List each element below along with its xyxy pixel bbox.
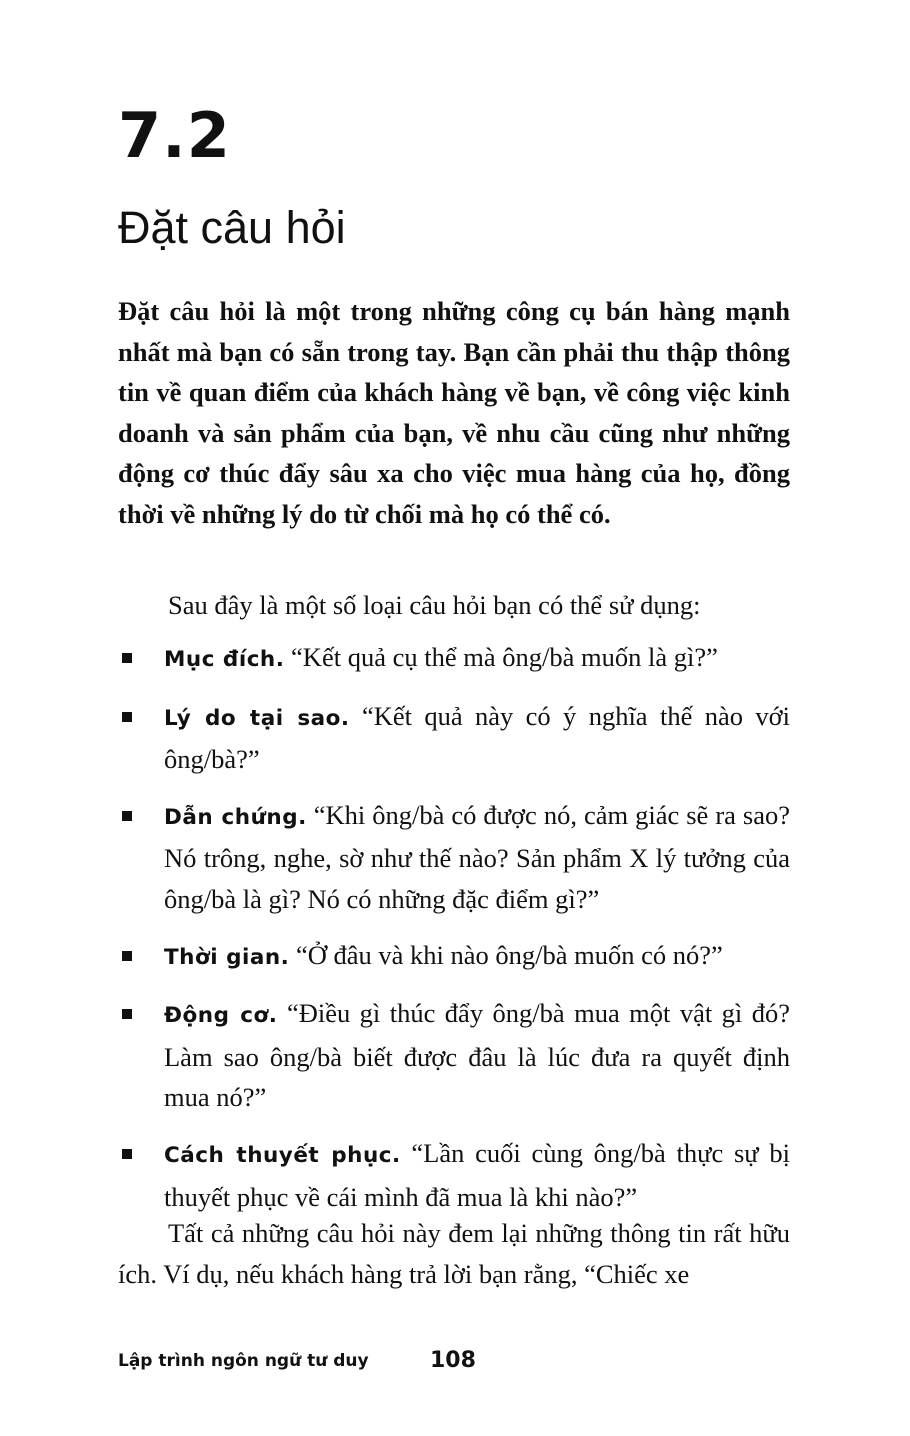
section-title: Đặt câu hỏi [118,202,346,253]
bullet-square-icon [122,811,132,821]
bullet-square-icon [122,653,132,663]
list-item [118,1133,790,1217]
bullet-term: Thời gian. [164,944,290,970]
lead-paragraph: Đặt câu hỏi là một trong những công cụ bán hàng mạnh nhất mà bạn có sẵn trong tay. Bạn cần phải thu thập thông tin về quan điểm của khách hàng về bạn, về công việc kinh doanh và sản phẩm của bạn, về nhu cầu cũng như những động cơ thúc đẩy sâu xa cho việc mua hàng của họ, đồng thời về những lý do từ chối mà họ có thể có. [118,296,790,529]
bullet-square-icon [122,1009,132,1019]
bullet-text: “Điều gì thúc đẩy ông/bà mua một vật gì đó? Làm sao ông/bà biết được đâu là lúc đưa ra quyết định mua nó?” [164,998,790,1113]
bullet-text: “Khi ông/bà có được nó, cảm giác sẽ ra sao? Nó trông, nghe, sờ như thế nào? Sản phẩm X lý tưởng của ông/bà là gì? Nó có những đặc điểm gì?” [164,799,790,914]
list-item [118,637,790,681]
bullet-square-icon [122,712,132,722]
list-item [118,795,790,920]
bullet-square-icon [122,1149,132,1159]
bullet-text: “Ở đâu và khi nào ông/bà muốn có nó?” [295,939,723,970]
closing-paragraph: Tất cả những câu hỏi này đem lại những thông tin rất hữu ích. Ví dụ, nếu khách hàng trả lời bạn rằng, “Chiếc xe [118,1218,790,1289]
page-number: 108 [430,1348,476,1373]
list-item [118,993,790,1118]
bullet-term: Động cơ. [164,1003,278,1029]
list-item [118,935,790,979]
question-type-list [118,637,790,1232]
list-item [118,696,790,780]
bullet-term: Mục đích. [164,647,285,672]
bullet-term: Lý do tại sao. [164,705,350,731]
bullet-square-icon [122,951,132,961]
footer-book-title: Lập trình ngôn ngữ tư duy [118,1351,369,1371]
bullet-text: “Kết quả cụ thể mà ông/bà muốn là gì?” [291,642,718,672]
section-number: 7.2 [118,99,231,172]
intro-paragraph: Sau đây là một số loại câu hỏi bạn có thể sử dụng: [168,590,701,620]
bullet-term: Cách thuyết phục. [164,1142,401,1168]
page-footer [118,1346,476,1376]
bullet-text: “Kết quả này có ý nghĩa thế nào với ông/bà?” [164,700,790,775]
bullet-text: “Lần cuối cùng ông/bà thực sự bị thuyết phục về cái mình đã mua là khi nào?” [164,1137,791,1212]
bullet-term: Dẫn chứng. [164,804,307,830]
